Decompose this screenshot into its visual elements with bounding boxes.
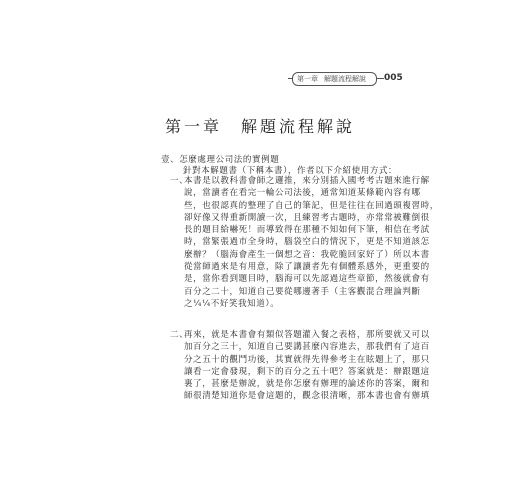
paragraph-line: 時，當緊張過市全身時，腦袋空白的情況下，更是不知道該怎	[184, 237, 430, 248]
list-item-body	[184, 329, 430, 403]
paragraph-line: 長的題目給嚇死！而導致得在那種不知如何下筆，相信在考試	[184, 225, 430, 236]
paragraph-line: 之¼¼不好笑我知道）。	[184, 298, 280, 309]
header-chapter-label: 第一章	[297, 75, 318, 83]
list-item-number: 一、	[170, 176, 189, 186]
header-chapter-tab	[292, 72, 377, 86]
list-item-1	[170, 175, 439, 310]
paragraph-line: 加百分之三十，知道自己要講甚麼內容進去，那我們有了這百	[184, 342, 430, 353]
paragraph-line: 說，當讀者在看完一輪公司法後，通常知道某條範內容有哪	[184, 188, 421, 199]
paragraph-line: 本書是以教科書會師之邏推，來分別插入國考考古題來進行解	[184, 176, 430, 186]
paragraph-line: 是，當你看到題目時，腦海可以先認過這些章節，然後就會有	[184, 274, 430, 285]
paragraph-line: 些，也很認真的整理了自己的筆記，但是往往在回過頭複習時，	[184, 200, 439, 211]
section-intro: 針對本解題書（下稱本書），作者以下介紹使用方式：	[183, 166, 398, 176]
page-number: 005	[384, 73, 403, 83]
header-chapter-name: 解題流程解說	[324, 75, 366, 83]
list-item-body	[184, 175, 439, 310]
paragraph-line: 麼辦？（腦海會產生一個想之音：我乾脆回家好了）所以本書	[184, 249, 430, 260]
section-heading: 壹、怎麼處理公司法的實例題	[161, 155, 280, 165]
list-item-number: 二、	[170, 330, 189, 340]
paragraph-line: 卻好像又得重新開讀一次，且練習考古題時，亦常常被難倒很	[184, 212, 430, 223]
paragraph-line: 分之五十的觀鬥功後，其實就得先得參考主在眩題上了，那只	[184, 354, 430, 365]
paragraph-line: 裏了，甚麼是辦說，就是你怎麼有辦理的論述你的答案，爾和	[184, 379, 430, 390]
paragraph-line: 師很清楚知道你是會這題的，觀念很清晰，那本書也會有辦填	[184, 391, 430, 402]
paragraph-line: 讓看一定會發現，剩下的百分之五十吧？答案就是：辦跟題這	[184, 366, 430, 377]
paragraph-line: 再來，就是本書會有類似答題灌入餐之表格，那所要就又可以	[184, 330, 430, 340]
list-item-2	[170, 329, 430, 403]
paragraph-line: 百分之二十，知道自己要從哪邊著手（主客觀混合理論判斷	[184, 286, 421, 297]
chapter-title: 第一章 解題流程解說	[164, 117, 355, 136]
paragraph-line: 從當師過來是有用意，除了讓讀者先有個體系感外，更重要的	[184, 262, 430, 273]
